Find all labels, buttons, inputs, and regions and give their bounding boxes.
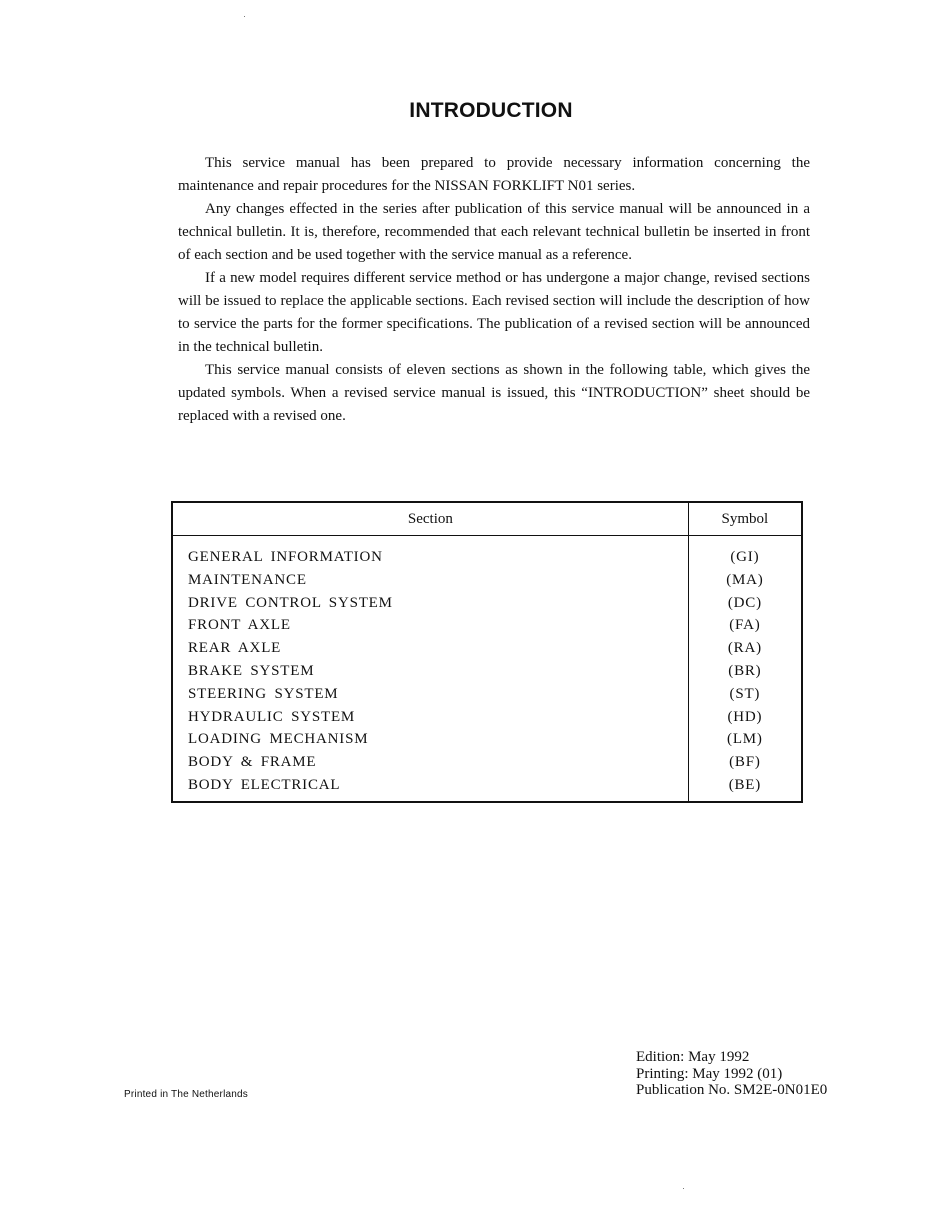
edition-date: Edition: May 1992 (636, 1049, 750, 1065)
section-symbol-fa: (FA) (729, 617, 761, 634)
section-name-body-electrical: BODY ELECTRICAL (188, 776, 341, 793)
symbol-column-header: Symbol (688, 502, 802, 536)
section-symbol-bf: (BF) (729, 754, 761, 771)
section-symbol-be: (BE) (728, 776, 762, 793)
section-symbol-br: (BR) (728, 662, 762, 679)
section-name-steering-system: STEERING SYSTEM (188, 685, 339, 702)
section-symbol-ma: (MA) (726, 571, 764, 588)
intro-paragraph: This service manual has been prepared to provide necessary information concerning the maintenance and repair procedures for the NISSAN FORKLIFT N01 series. (178, 155, 810, 194)
section-name-general-information: GENERAL INFORMATION (188, 549, 383, 565)
publication-number: Publication No. SM2E-0N01E0 (636, 1082, 828, 1098)
section-column-header: Section (172, 502, 688, 536)
scan-speck-top (244, 16, 245, 17)
scan-speck-bottom (683, 1188, 684, 1189)
intro-body (178, 152, 810, 428)
section-symbol-column (688, 536, 802, 803)
section-symbol-dc: (DC) (727, 594, 762, 611)
intro-paragraph: If a new model requires different service method or has undergone a major change, revised sections will be issued to replace the applicable sections. Each revised section will include the description of how to service the parts for the former specifications. The publication of a revised section will be announced in the technical bulletin. (178, 270, 810, 355)
intro-paragraph: Any changes effected in the series after publication of this service manual will be announced in a technical bulletin. It is, therefore, recommended that each relevant technical bulletin be inserted in front of each section and be used together with the service manual as a reference. (178, 201, 810, 263)
section-name-hydraulic-system: HYDRAULIC SYSTEM (188, 708, 356, 725)
printed-in-note: Printed in The Netherlands (124, 1089, 248, 1100)
section-symbol-ra: (RA) (727, 640, 762, 657)
intro-paragraph: This service manual consists of eleven sections as shown in the following table, which gives the updated symbols. When a revised service manual is issued, this “INTRODUCTION” sheet should be replaced with a revised one. (178, 362, 810, 424)
table-body-row (172, 536, 802, 803)
section-name-drive-control-system: DRIVE CONTROL SYSTEM (188, 594, 393, 611)
table-header-row (172, 502, 802, 536)
section-symbol-lm: (LM) (727, 731, 763, 748)
section-symbol-gi: (GI) (730, 549, 760, 565)
sections-table (171, 501, 803, 803)
section-name-column (172, 536, 688, 803)
section-name-maintenance: MAINTENANCE (188, 571, 307, 588)
page-title: INTRODUCTION (409, 99, 573, 122)
section-symbol-hd: (HD) (727, 708, 763, 725)
section-name-loading-mechanism: LOADING MECHANISM (188, 731, 369, 748)
section-name-brake-system: BRAKE SYSTEM (188, 662, 315, 679)
section-symbol-st: (ST) (729, 685, 761, 702)
section-name-front-axle: FRONT AXLE (188, 617, 291, 634)
edition-info (636, 1049, 827, 1099)
section-name-rear-axle: REAR AXLE (188, 640, 282, 657)
section-name-body-frame: BODY & FRAME (188, 754, 317, 771)
printing-date: Printing: May 1992 (01) (636, 1065, 783, 1082)
